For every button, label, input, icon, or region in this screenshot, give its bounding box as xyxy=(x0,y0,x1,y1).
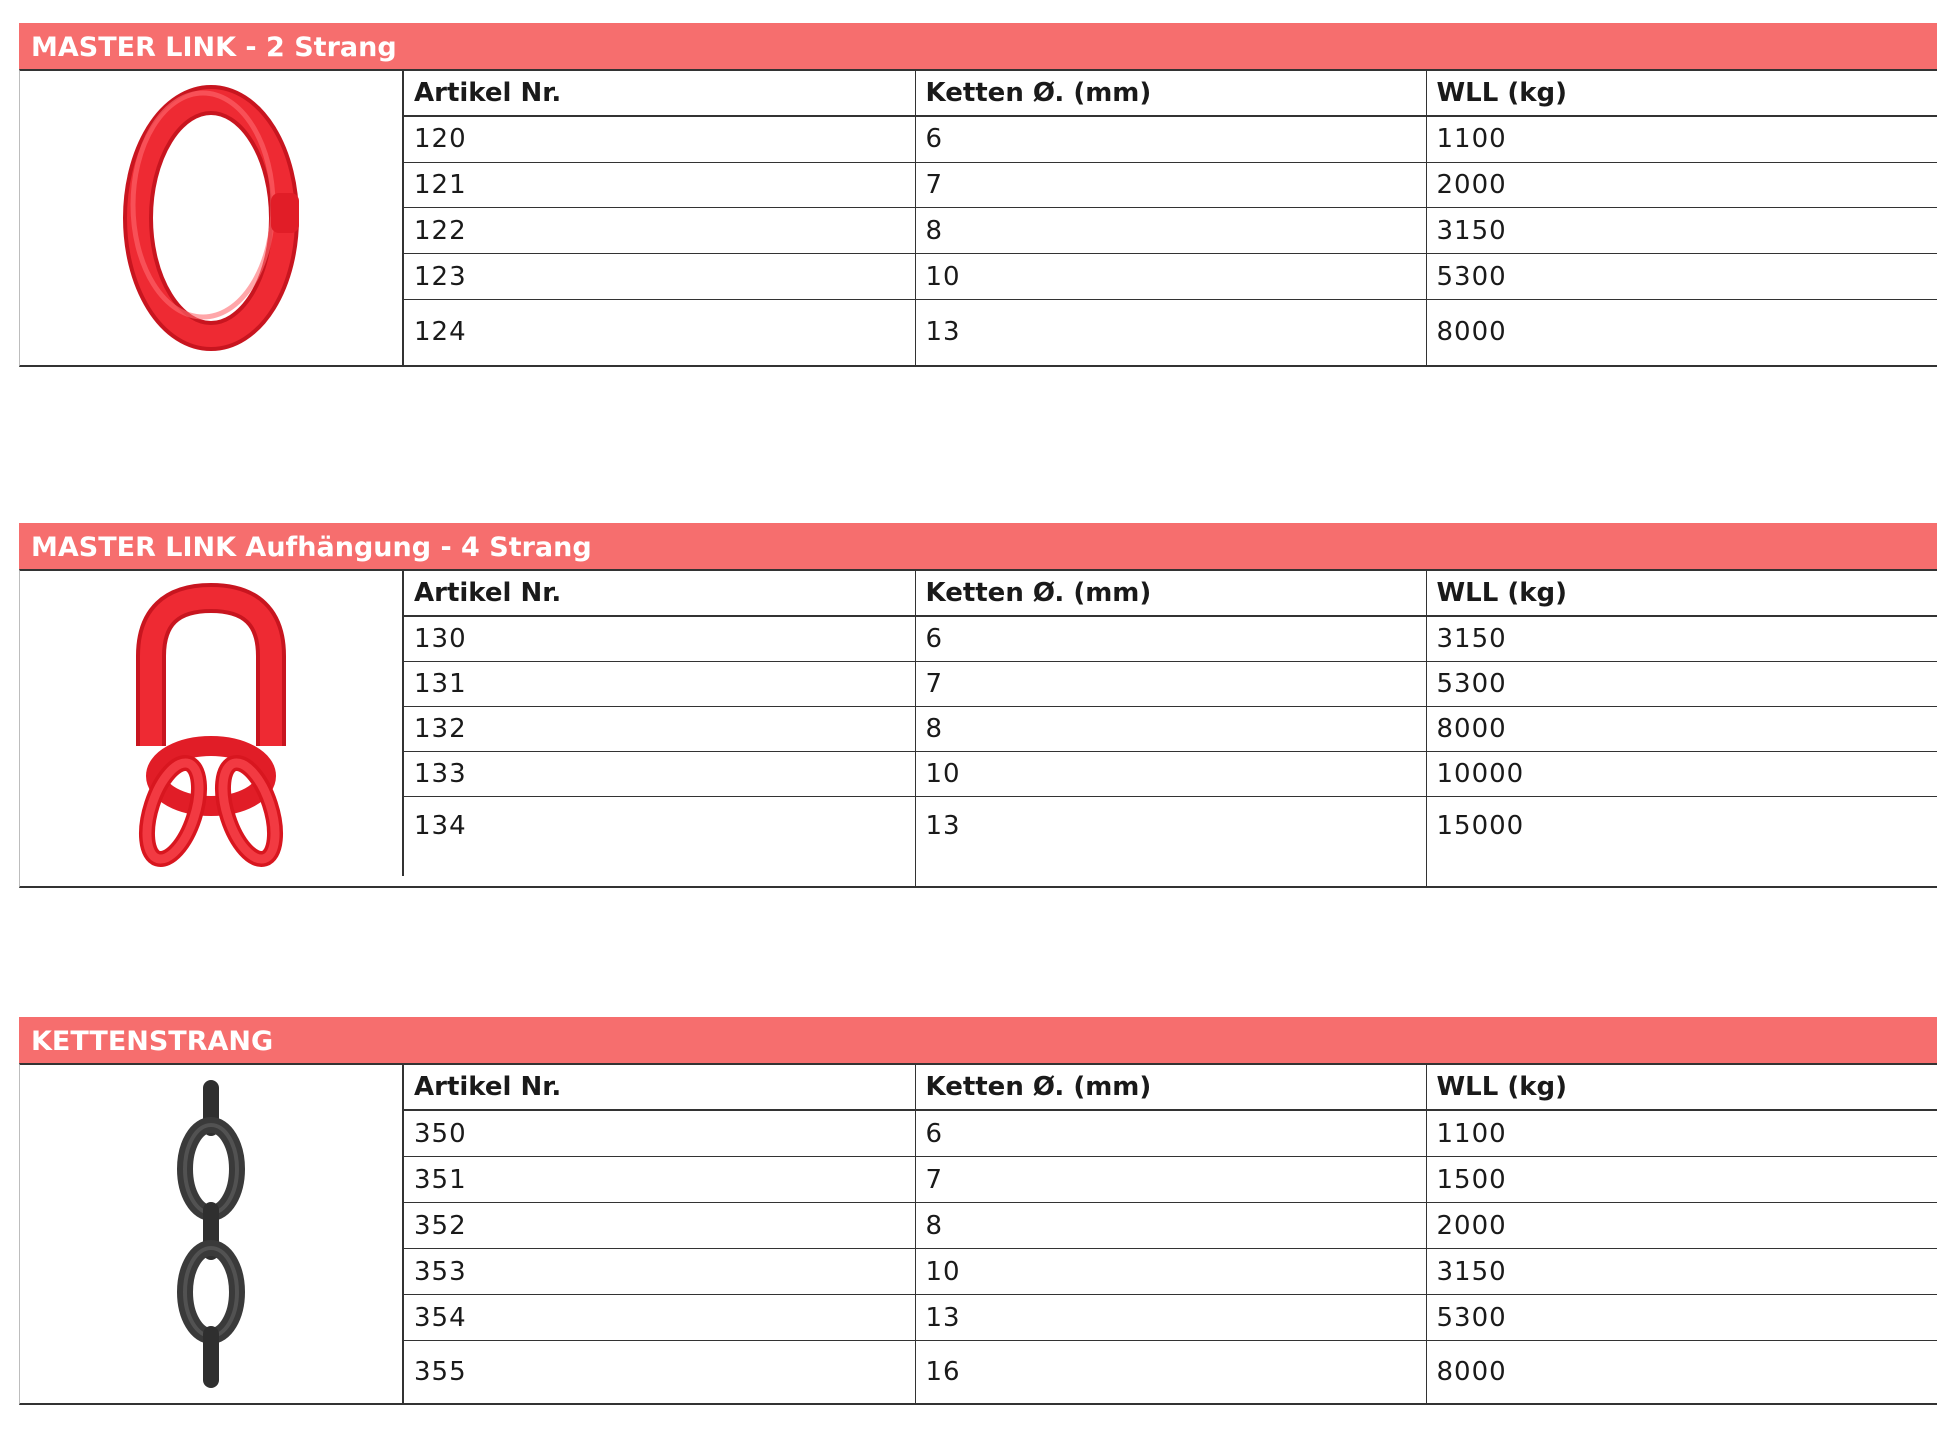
table-header-row xyxy=(404,1065,1937,1110)
spec-table xyxy=(404,571,1937,886)
cell-ketten: 13 xyxy=(915,1295,1426,1341)
cell-artikel-nr: 355 xyxy=(414,1357,467,1388)
product-image xyxy=(20,571,404,876)
table-row xyxy=(404,162,1937,208)
cell-wll: 3150 xyxy=(1426,1249,1937,1295)
col-ketten-durchmesser: Ketten Ø. (mm) xyxy=(915,1065,1426,1110)
cell-artikel-nr: 133 xyxy=(404,752,915,797)
section-title: MASTER LINK Aufhängung - 4 Strang xyxy=(19,523,1937,569)
cell-artikel-nr: 121 xyxy=(404,162,915,208)
cell-wll: 1100 xyxy=(1426,116,1937,162)
cell-wll: 8000 xyxy=(1426,1341,1937,1403)
cell-ketten: 7 xyxy=(915,662,1426,707)
table-header-row xyxy=(404,571,1937,616)
section-kettenstrang xyxy=(19,1017,1937,1405)
cell-ketten: 8 xyxy=(915,707,1426,752)
section-title: MASTER LINK - 2 Strang xyxy=(19,23,1937,69)
cell-wll: 8000 xyxy=(1426,299,1937,365)
table-row xyxy=(404,707,1937,752)
cell-wll: 5300 xyxy=(1426,1295,1937,1341)
col-ketten-durchmesser: Ketten Ø. (mm) xyxy=(915,571,1426,616)
table-row xyxy=(404,797,1937,887)
cell-wll: 15000 xyxy=(1426,797,1937,887)
section-master-link-2-strang xyxy=(19,23,1937,367)
table-row xyxy=(404,1295,1937,1341)
cell-wll: 10000 xyxy=(1426,752,1937,797)
section-body xyxy=(19,69,1937,367)
col-ketten-durchmesser: Ketten Ø. (mm) xyxy=(915,71,1426,116)
section-body xyxy=(19,569,1937,888)
table-row xyxy=(404,116,1937,162)
col-wll: WLL (kg) xyxy=(1426,1065,1937,1110)
cell-wll: 8000 xyxy=(1426,707,1937,752)
cell-artikel-nr: 132 xyxy=(404,707,915,752)
cell-artikel-nr: 130 xyxy=(404,616,915,662)
cell-wll: 5300 xyxy=(1426,662,1937,707)
table-row xyxy=(404,1157,1937,1203)
section-body xyxy=(19,1063,1937,1405)
master-link-assembly-icon xyxy=(111,576,311,871)
cell-wll: 3150 xyxy=(1426,208,1937,254)
cell-ketten: 13 xyxy=(915,797,1426,887)
cell-artikel-nr: 124 xyxy=(414,317,467,348)
cell-artikel-nr: 353 xyxy=(404,1249,915,1295)
cell-ketten: 10 xyxy=(915,1249,1426,1295)
cell-wll: 2000 xyxy=(1426,1203,1937,1249)
spec-table xyxy=(404,71,1937,365)
cell-ketten: 10 xyxy=(915,752,1426,797)
cell-artikel-nr: 122 xyxy=(404,208,915,254)
cell-artikel-nr: 351 xyxy=(404,1157,915,1203)
col-artikel-nr: Artikel Nr. xyxy=(404,571,915,616)
table-row xyxy=(404,752,1937,797)
section-master-link-aufhaengung-4-strang xyxy=(19,523,1937,888)
cell-ketten: 7 xyxy=(915,162,1426,208)
cell-ketten: 10 xyxy=(915,254,1426,300)
cell-ketten: 13 xyxy=(915,299,1426,365)
spec-table xyxy=(404,1065,1937,1403)
cell-artikel-nr: 120 xyxy=(404,116,915,162)
table-header-row xyxy=(404,71,1937,116)
table-row xyxy=(404,662,1937,707)
cell-ketten: 7 xyxy=(915,1157,1426,1203)
cell-artikel-nr: 352 xyxy=(404,1203,915,1249)
product-image xyxy=(20,1065,404,1403)
table-row xyxy=(404,1110,1937,1157)
table-row xyxy=(404,254,1937,300)
col-wll: WLL (kg) xyxy=(1426,71,1937,116)
cell-wll: 2000 xyxy=(1426,162,1937,208)
table-row xyxy=(404,208,1937,254)
cell-ketten: 6 xyxy=(915,616,1426,662)
cell-wll: 3150 xyxy=(1426,616,1937,662)
col-wll: WLL (kg) xyxy=(1426,571,1937,616)
cell-ketten: 8 xyxy=(915,1203,1426,1249)
cell-wll: 5300 xyxy=(1426,254,1937,300)
cell-artikel-nr: 123 xyxy=(404,254,915,300)
table-row xyxy=(404,299,1937,365)
cell-artikel-nr: 354 xyxy=(404,1295,915,1341)
table-row xyxy=(404,1249,1937,1295)
single-master-link-icon xyxy=(111,83,311,353)
cell-ketten: 6 xyxy=(915,1110,1426,1157)
table-row xyxy=(404,1341,1937,1403)
cell-ketten: 16 xyxy=(915,1341,1426,1403)
cell-artikel-nr: 131 xyxy=(404,662,915,707)
col-artikel-nr: Artikel Nr. xyxy=(404,1065,915,1110)
table-row xyxy=(404,616,1937,662)
chain-strand-icon xyxy=(151,1074,271,1394)
cell-artikel-nr: 134 xyxy=(414,811,467,841)
cell-ketten: 6 xyxy=(915,116,1426,162)
product-image xyxy=(20,71,404,365)
cell-wll: 1100 xyxy=(1426,1110,1937,1157)
cell-artikel-nr: 350 xyxy=(404,1110,915,1157)
table-row xyxy=(404,1203,1937,1249)
section-title: KETTENSTRANG xyxy=(19,1017,1937,1063)
cell-wll: 1500 xyxy=(1426,1157,1937,1203)
col-artikel-nr: Artikel Nr. xyxy=(404,71,915,116)
cell-ketten: 8 xyxy=(915,208,1426,254)
